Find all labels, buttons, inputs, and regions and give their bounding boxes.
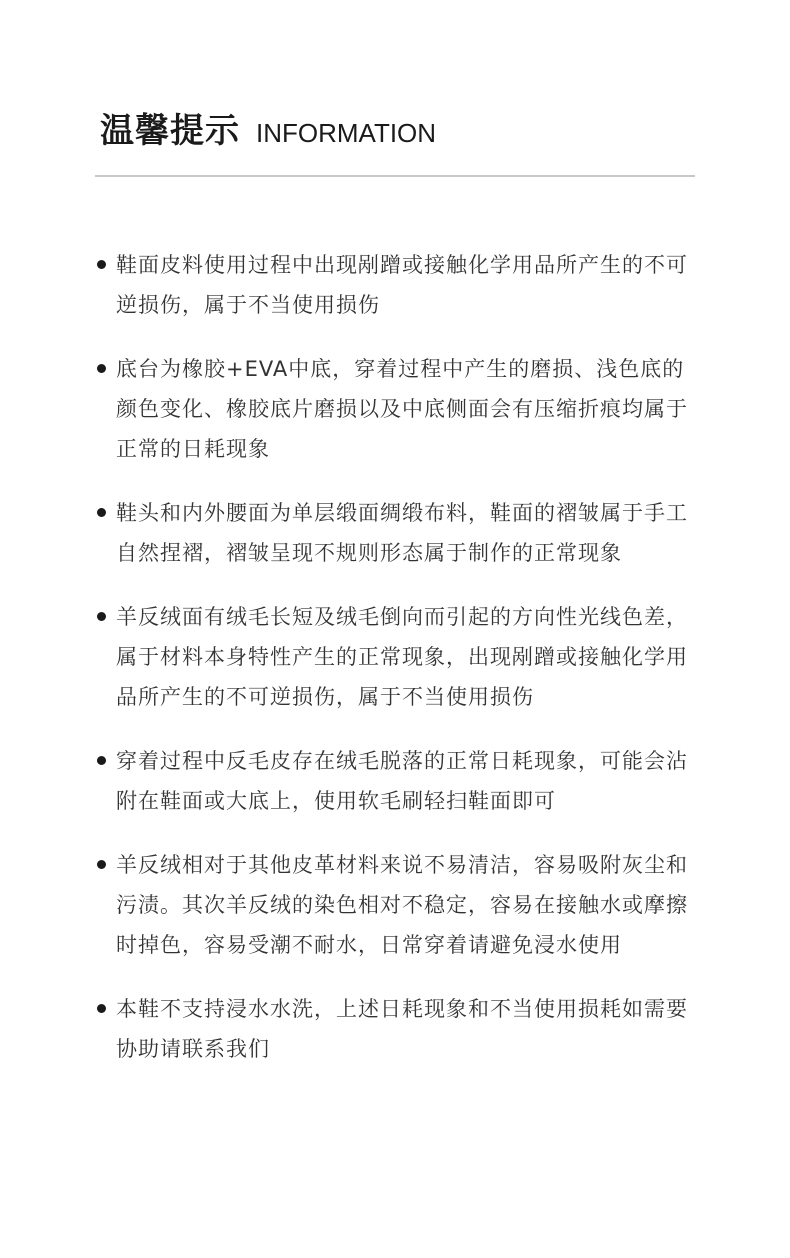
bullet-icon xyxy=(97,508,106,517)
bullet-icon xyxy=(97,860,106,869)
notice-item xyxy=(95,845,695,965)
bullet-icon xyxy=(97,260,106,269)
header-divider xyxy=(95,175,695,177)
bullet-icon xyxy=(97,612,106,621)
notice-text: 本鞋不支持浸水水洗，上述日耗现象和不当使用损耗如需要协助请联系我们 xyxy=(116,997,688,1061)
notice-item xyxy=(95,989,695,1069)
section-header xyxy=(100,103,436,152)
notice-item xyxy=(95,349,695,469)
page-title: 温馨提示 xyxy=(100,111,240,151)
page-subtitle: INFORMATION xyxy=(256,118,437,148)
bullet-icon xyxy=(97,756,106,765)
notice-item xyxy=(95,741,695,821)
notice-item xyxy=(95,493,695,573)
notice-list xyxy=(95,245,695,1093)
notice-text: 羊反绒面有绒毛长短及绒毛倒向而引起的方向性光线色差，属于材料本身特性产生的正常现象，出现剐蹭或接触化学用品所产生的不可逆损伤，属于不当使用损伤 xyxy=(116,605,688,709)
notice-item xyxy=(95,597,695,717)
notice-text: 穿着过程中反毛皮存在绒毛脱落的正常日耗现象，可能会沾附在鞋面或大底上，使用软毛刷轻扫鞋面即可 xyxy=(116,749,688,813)
notice-text: 底台为橡胶+EVA中底，穿着过程中产生的磨损、浅色底的颜色变化、橡胶底片磨损以及中底侧面会有压缩折痕均属于正常的日耗现象 xyxy=(116,357,688,461)
notice-text: 鞋面皮料使用过程中出现剐蹭或接触化学用品所产生的不可逆损伤，属于不当使用损伤 xyxy=(116,253,688,317)
notice-text: 羊反绒相对于其他皮革材料来说不易清洁，容易吸附灰尘和污渍。其次羊反绒的染色相对不稳定，容易在接触水或摩擦时掉色，容易受潮不耐水，日常穿着请避免浸水使用 xyxy=(116,853,688,957)
bullet-icon xyxy=(97,1004,106,1013)
notice-item xyxy=(95,245,695,325)
bullet-icon xyxy=(97,364,106,373)
notice-text: 鞋头和内外腰面为单层缎面绸缎布料，鞋面的褶皱属于手工自然捏褶，褶皱呈现不规则形态属于制作的正常现象 xyxy=(116,501,688,565)
